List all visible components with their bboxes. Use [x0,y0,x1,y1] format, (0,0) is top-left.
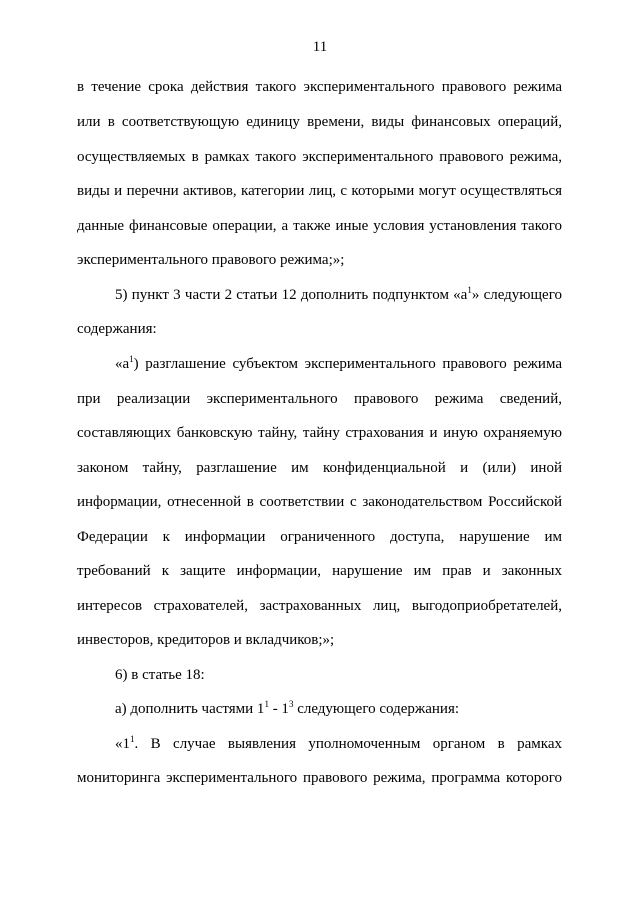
superscript: 3 [288,699,294,709]
superscript: 1 [467,285,472,295]
text-span: » следующего [471,287,562,303]
text-line: мониторинга экспериментального правового режима, программа которого [77,770,562,786]
text-line: осуществляемых в рамках такого экспериментального правового режима, [77,149,562,165]
text-line: в течение срока действия такого экспериментального правового режима [77,79,562,95]
text-line: данные финансовые операции, а также иные условия установления такого [77,218,562,234]
text-line: содержания: [77,321,157,337]
text-line: интересов страхователей, застрахованных лиц, выгодоприобретателей, [77,598,562,614]
superscript: 1 [264,699,269,709]
text-span: а) дополнить частями 1 [115,701,265,717]
text-line: при реализации экспериментального правового режима сведений, [77,391,562,407]
page-number: 11 [312,39,328,55]
text-line: Федерации к информации ограниченного доступа, нарушение им [77,529,562,545]
text-line: инвесторов, кредиторов и вкладчиков;»; [77,632,335,648]
text-span: ) разглашение субъектом экспериментального правового режима [133,356,562,372]
subitem-a1-line [115,355,562,373]
text-span: 5) пункт 3 части 2 статьи 12 дополнить подпунктом «а [115,287,468,303]
text-span: следующего содержания: [293,701,460,717]
superscript: 1 [130,734,135,744]
text-line: экспериментального правового режима;»; [77,252,345,268]
text-line: виды и перечни активов, категории лиц, с которыми могут осуществляться [77,183,562,199]
text-line: требований к защите информации, нарушение им прав и законных [77,563,562,579]
item-5-line [115,286,562,304]
text-span: - 1 [268,701,289,717]
text-line: законом тайну, разглашение им конфиденциальной и (или) иной [77,460,562,476]
text-span: «а [115,356,130,372]
text-line: информации, отнесенной в соответствии с законодательством Российской [77,494,562,510]
text-line: или в соответствующую единицу времени, виды финансовых операций, [77,114,562,130]
part-1-1-line [115,735,562,753]
item-6-line: 6) в статье 18: [115,667,205,683]
subitem-a-line [115,700,562,718]
text-span: «1 [115,736,130,752]
superscript: 1 [129,354,134,364]
text-span: . В случае выявления уполномоченным органом в рамках [134,736,562,752]
text-line: составляющих банковскую тайну, тайну страхования и иную охраняемую [77,425,562,441]
